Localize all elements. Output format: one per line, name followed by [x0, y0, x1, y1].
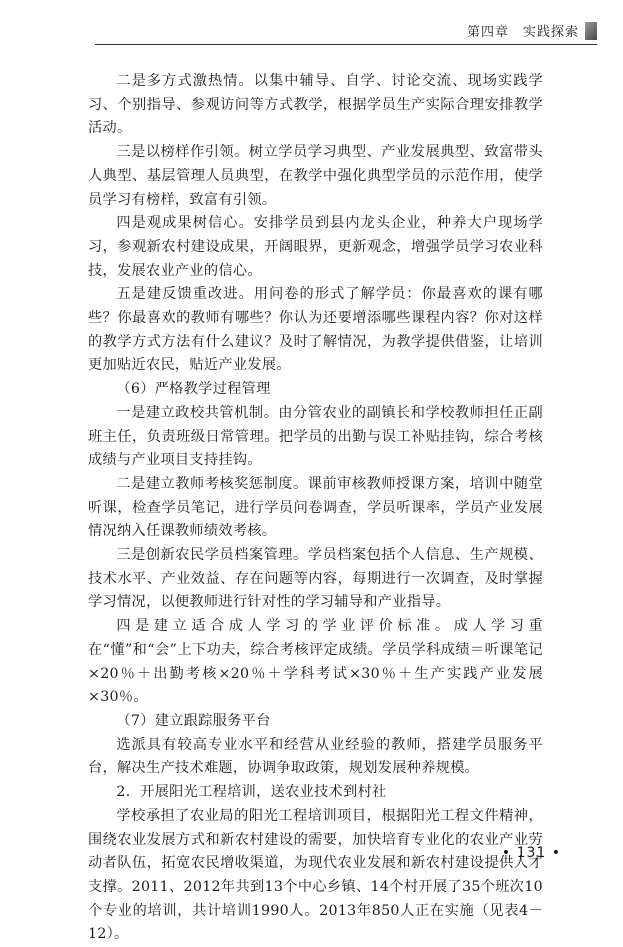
paragraph-method-3: 三是以榜样作引领。树立学员学习典型、产业发展典型、致富带头人典型、基层管理人员典型，在教学中强化典型学员的示范作用，使学员学习有榜样，致富有引领。	[88, 144, 543, 208]
paragraph-management-4: 四是建立适合成人学习的学业评价标准。成人学习重在“懂”和“会”上下功夫，综合考核评定成绩。学员学科成绩＝听课笔记×20％＋出勤考核×20％＋学科考试×30％＋生产实践产业发展×30％。	[88, 618, 543, 706]
paragraph-method-2: 二是多方式激热情。以集中辅导、自学、讨论交流、现场实践学习、个别指导、参观访问等方式教学，根据学员生产实际合理安排教学活动。	[88, 73, 543, 137]
body-text	[88, 70, 543, 947]
paragraph-method-5: 五是建反馈重改进。用问卷的形式了解学员：你最喜欢的课有哪些？你最喜欢的教师有哪些？你认为还要增添哪些课程内容？你对这样的教学方式方法有什么建议？及时了解情况，为教学提供借鉴，让培训更加贴近农民，贴近产业发展。	[88, 286, 543, 374]
paragraph-management-2: 二是建立教师考核奖惩制度。课前审核教师授课方案，培训中随堂听课，检查学员笔记，进行学员问卷调查，学员听课率，学员产业发展情况纳入任课教师绩效考核。	[88, 475, 543, 540]
paragraph-service-platform: 选派具有较高专业水平和经营从业经验的教师，搭建学员服务平台，解决生产技术难题，协调争取政策，规划发展种养规模。	[88, 736, 543, 777]
paragraph-management-1: 一是建立政校共管机制。由分管农业的副镇长和学校教师担任正副班主任，负责班级日常管理。把学员的出勤与误工补贴挂钩，综合考核成绩与产业项目支持挂钩。	[88, 404, 543, 469]
section-heading-7: （7）建立跟踪服务平台	[116, 712, 271, 729]
chapter-mark-icon	[585, 22, 597, 40]
header-rule	[95, 44, 597, 45]
page-number: • 131 •	[501, 845, 561, 861]
section-heading-2: 2．开展阳光工程培训，送农业技术到村社	[116, 784, 387, 801]
running-header	[467, 12, 597, 42]
paragraph-sunshine-project: 学校承担了农业局的阳光工程培训项目，根据阳光工程文件精神，围绕农业发展方式和新农村建设的需要，加快培育专业化的农业产业劳动者队伍，拓宽农民增收渠道，为现代农业发展和新农村建设提供人才支撑。2011、2012年共到13个中心乡镇、14个村开展了35个班次10个专业的培训，共计培训1990人。2013年850人正在实施（见表4－12）。	[88, 807, 543, 943]
paragraph-method-4: 四是观成果树信心。安排学员到县内龙头企业，种养大户现场学习，参观新农村建设成果，开阔眼界，更新观念，增强学员学习农业科技，发展农业产业的信心。	[88, 215, 543, 279]
section-heading-6: （6）严格教学过程管理	[116, 381, 271, 398]
chapter-title: 第四章 实践探索	[466, 25, 579, 40]
paragraph-management-3: 三是创新农民学员档案管理。学员档案包括个人信息、生产规模、技术水平、产业效益、存在问题等内容，每期进行一次调查，及时掌握学习情况，以便教师进行针对性的学习辅导和产业指导。	[88, 547, 543, 611]
